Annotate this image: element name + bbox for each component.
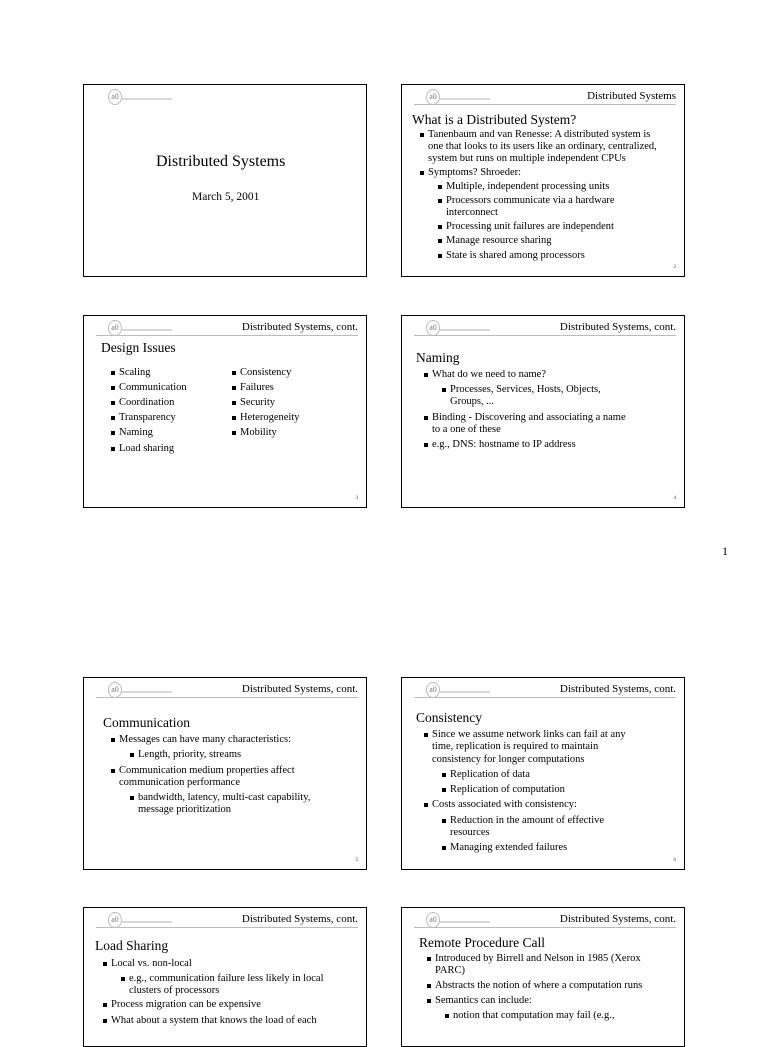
bullet: Symptoms? Shroeder:	[428, 167, 521, 179]
bullet: Since we assume network links can fail at any time, replication is required to maintain	[432, 729, 626, 753]
header-divider	[414, 104, 676, 105]
bullet: What do we need to name?	[432, 369, 546, 381]
logo-icon	[422, 682, 492, 698]
header-divider	[96, 927, 358, 928]
sub-bullet: Processors communicate via a hardware interconnect	[446, 195, 615, 219]
slide-header: Distributed Systems, cont.	[559, 683, 676, 695]
logo-mark: a0	[108, 912, 122, 928]
slide-header: Distributed Systems, cont.	[559, 321, 676, 333]
slide-title: Naming	[416, 350, 460, 365]
logo-icon	[104, 682, 174, 698]
logo-line	[440, 329, 490, 331]
slide-title: Load Sharing	[95, 938, 169, 953]
bullet: e.g., DNS: hostname to IP address	[432, 439, 576, 451]
slide-header: Distributed Systems, cont.	[241, 321, 358, 333]
sub-bullet: Managing extended failures	[450, 842, 567, 854]
logo-mark: a0	[426, 682, 440, 698]
bullet: Tanenbaum and van Renesse: A distributed system is one that looks to its users like an ordinary, centralized,	[428, 129, 657, 153]
sub-bullet: notion that computation may fail (e.g.,	[453, 1010, 615, 1022]
slide-3	[83, 315, 367, 508]
logo-line	[122, 921, 172, 923]
bullet: Load sharing	[119, 443, 174, 455]
bullet: Security	[240, 397, 275, 409]
bullet: Messages can have many characteristics:	[119, 734, 291, 746]
bullet: What about a system that knows the load of each	[111, 1015, 317, 1027]
sub-bullet: Reduction in the amount of effective resources	[450, 815, 604, 839]
slide-7	[83, 907, 367, 1047]
logo-line	[122, 691, 172, 693]
slide-number: 6	[673, 858, 676, 863]
logo-line	[122, 329, 172, 331]
slide-number: 2	[673, 265, 676, 270]
bullet: Binding - Discovering and associating a name to a one of these	[432, 412, 626, 436]
sub-bullet: bandwidth, latency, multi-cast capability, message prioritization	[138, 792, 310, 816]
logo-mark: a0	[108, 682, 122, 698]
sub-bullet: Multiple, independent processing units	[446, 181, 609, 193]
slide-title: Design Issues	[101, 340, 176, 355]
slide-header: Distributed Systems, cont.	[241, 683, 358, 695]
sub-bullet: Replication of data	[450, 769, 530, 781]
slide-header: Distributed Systems, cont.	[559, 913, 676, 925]
slide-title: What is a Distributed System?	[412, 112, 577, 127]
slide-title: Distributed Systems	[156, 153, 286, 170]
sub-bullet: State is shared among processors	[446, 250, 585, 262]
bullet-cont: system but runs on multiple independent CPUs	[428, 153, 626, 164]
bullet: Communication	[119, 382, 187, 394]
logo-mark: a0	[108, 89, 122, 105]
sub-bullet: Length, priority, streams	[138, 749, 241, 761]
slide-title: Consistency	[416, 710, 482, 725]
bullet: Process migration can be expensive	[111, 999, 261, 1011]
sub-bullet: Processing unit failures are independent	[446, 221, 614, 233]
sub-bullet: Processes, Services, Hosts, Objects, Groups, ...	[450, 384, 601, 408]
logo-line	[440, 921, 490, 923]
slide-title: Communication	[103, 715, 190, 730]
bullet: Consistency	[240, 367, 291, 379]
logo-icon	[104, 320, 174, 336]
bullet: Communication medium properties affect communication performance	[119, 765, 295, 789]
logo-mark: a0	[426, 912, 440, 928]
logo-mark: a0	[426, 320, 440, 336]
bullet: Introduced by Birrell and Nelson in 1985 (Xerox PARC)	[435, 953, 641, 977]
slide-header: Distributed Systems, cont.	[241, 913, 358, 925]
logo-icon	[104, 89, 174, 105]
slide-number: 4	[673, 496, 676, 501]
header-divider	[414, 335, 676, 336]
bullet: Naming	[119, 427, 153, 439]
logo-mark: a0	[108, 320, 122, 336]
logo-icon	[104, 912, 174, 928]
sub-bullet: Manage resource sharing	[446, 235, 552, 247]
slide-header: Distributed Systems	[587, 90, 676, 102]
slide-date: March 5, 2001	[192, 191, 260, 203]
logo-icon	[422, 912, 492, 928]
bullet-cont: consistency for longer computations	[432, 754, 585, 765]
slide-8	[401, 907, 685, 1047]
bullet: Local vs. non-local	[111, 958, 192, 970]
logo-icon	[422, 320, 492, 336]
slide-2	[401, 84, 685, 277]
sub-bullet: e.g., communication failure less likely in local clusters of processors	[129, 973, 324, 997]
bullet: Semantics can include:	[435, 995, 532, 1007]
slide-number: 5	[355, 858, 358, 863]
slide-1	[83, 84, 367, 277]
header-divider	[414, 697, 676, 698]
logo-line	[440, 691, 490, 693]
slide-6	[401, 677, 685, 870]
slide-title: Remote Procedure Call	[419, 935, 545, 950]
header-divider	[414, 927, 676, 928]
bullet: Coordination	[119, 397, 174, 409]
bullet: Mobility	[240, 427, 277, 439]
logo-line	[440, 98, 490, 100]
logo-icon	[422, 89, 492, 105]
bullet: Scaling	[119, 367, 151, 379]
bullet: Costs associated with consistency:	[432, 799, 577, 811]
bullet: Failures	[240, 382, 274, 394]
logo-line	[122, 98, 172, 100]
logo-mark: a0	[426, 89, 440, 105]
sub-bullet: Replication of computation	[450, 784, 565, 796]
bullet: Transparency	[119, 412, 176, 424]
bullet: Heterogeneity	[240, 412, 299, 424]
slide-4	[401, 315, 685, 508]
header-divider	[96, 335, 358, 336]
page-number: 1	[722, 544, 728, 558]
slide-number: 3	[355, 496, 358, 501]
bullet: Abstracts the notion of where a computation runs	[435, 980, 642, 992]
slide-5	[83, 677, 367, 870]
header-divider	[96, 697, 358, 698]
